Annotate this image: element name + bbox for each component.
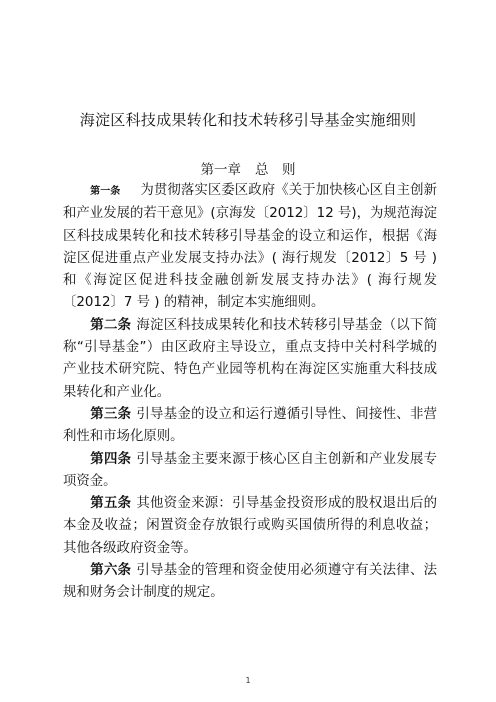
article-text: 为贯彻落实区委区政府《关于加快核心区自主创新和产业发展的若干意见》(京海发〔2012〕12 号)，为规范海淀区科技成果转化和技术转移引导基金的设立和运作，根据《海淀区促进重点产业发展支持办法》( 海行规发〔2012〕5 号 ) 和《海淀区促进科技金融创新发展支持办法》( 海行规发〔2012〕7 号 ) 的精神，制定本实施细则。 [63,183,438,311]
article-heading: 第一条 [90,186,121,197]
article-text: 其他资金来源：引导基金投资形成的股权退出后的本金及收益；闲置资金存放银行或购买国债所得的利息收益；其他各级政府资金等。 [63,496,438,556]
chapter-name: 总 则 [255,162,296,178]
chapter-label: 第一章 [200,162,241,178]
article-heading: 第五条 [90,496,132,512]
article-text: 引导基金的设立和运行遵循引导性、间接性、非营利性和市场化原则。 [63,406,438,445]
article-6 [63,560,437,605]
article-4 [63,449,437,494]
article-5 [63,493,437,560]
article-heading: 第三条 [90,406,132,422]
article-2 [63,315,437,404]
page-number: 1 [245,676,251,685]
article-text: 海淀区科技成果转化和技术转移引导基金（以下简称“引导基金”）由区政府主导设立，重点支持中关村科学城的产业技术研究院、特色产业园等机构在海淀区实施重大科技成果转化和产业化。 [63,317,438,400]
article-heading: 第四条 [90,451,132,467]
document-body [63,180,437,605]
chapter-heading [0,158,496,178]
article-heading: 第二条 [90,317,132,333]
article-3 [63,404,437,449]
article-text: 引导基金主要来源于核心区自主创新和产业发展专项资金。 [63,451,438,489]
article-text: 引导基金的管理和资金使用必须遵守有关法律、法规和财务会计制度的规定。 [63,563,438,601]
article-heading: 第六条 [90,563,132,579]
document-title: 海淀区科技成果转化和技术转移引导基金实施细则 [79,111,417,129]
article-1 [63,180,437,315]
